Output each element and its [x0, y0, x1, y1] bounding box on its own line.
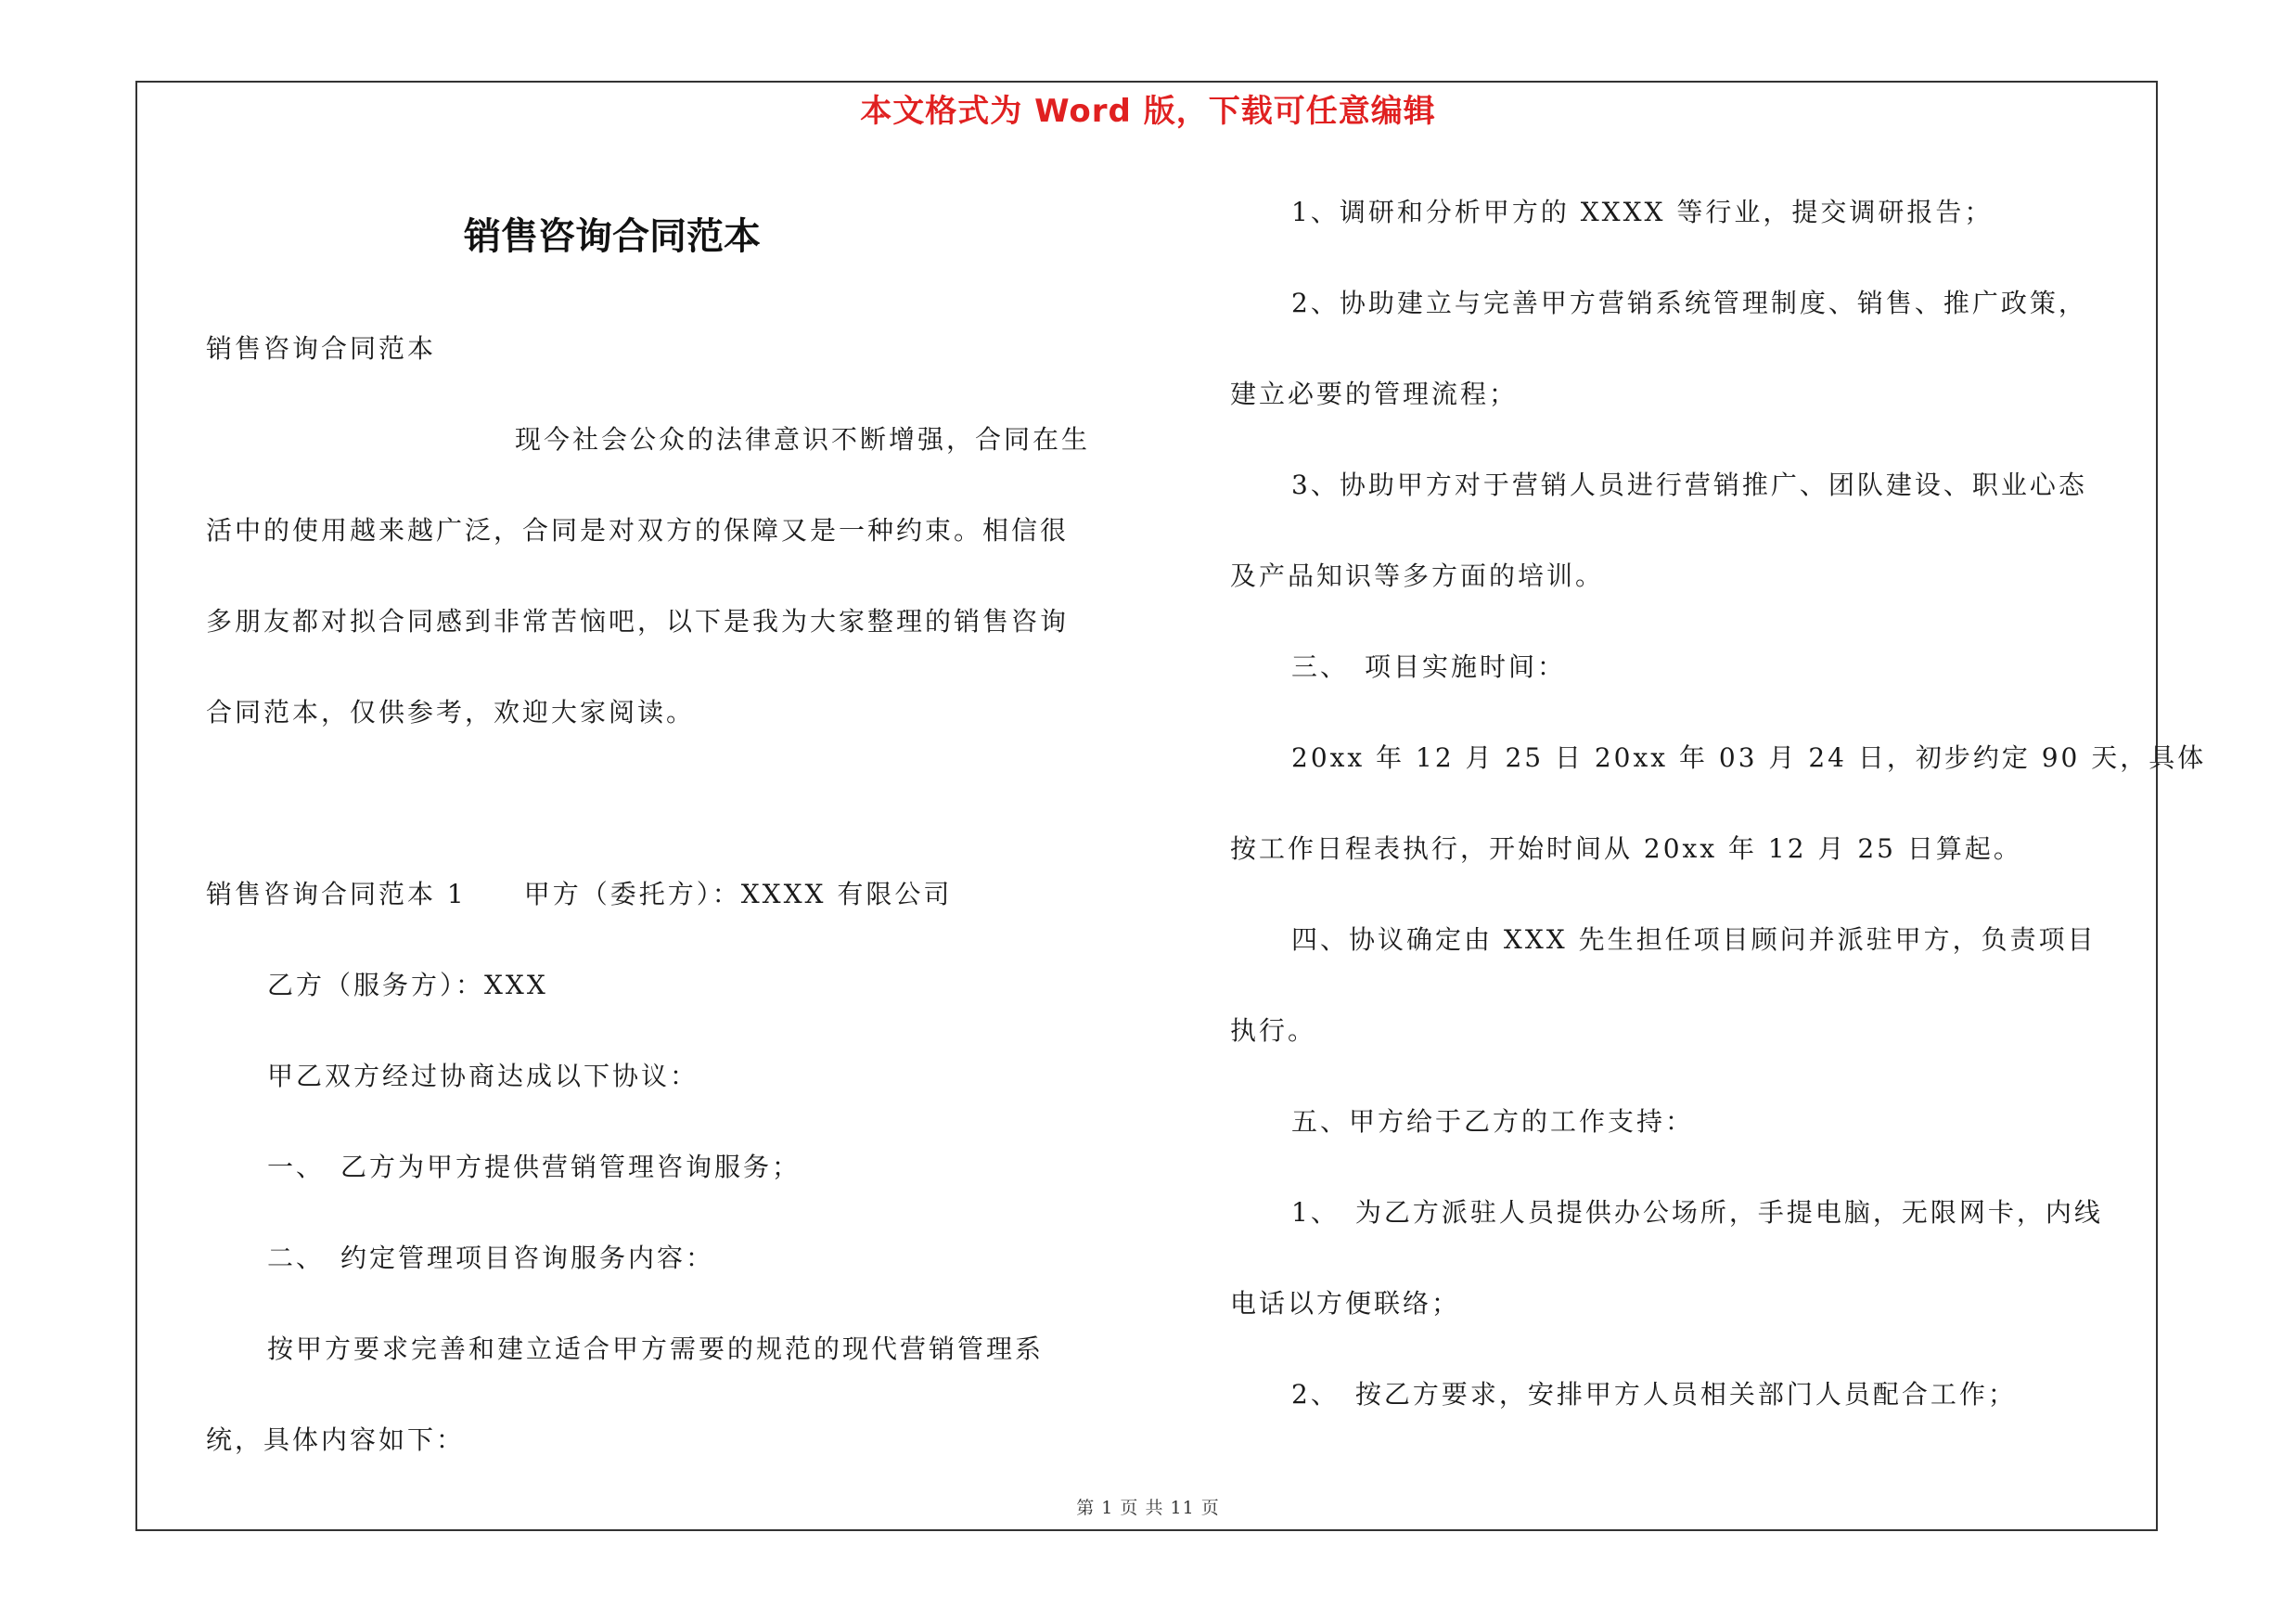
paragraph-line: 合同范本，仅供参考，欢迎大家阅读。 [206, 697, 696, 728]
blank-line [206, 758, 1134, 849]
paragraph-line: 电话以方便联络； [1230, 1288, 1461, 1319]
agreement-intro-line: 甲乙双方经过协商达成以下协议： [267, 1061, 699, 1091]
clause-line: 1、调研和分析甲方的 XXXX 等行业，提交调研报告； [1291, 197, 1994, 227]
subtitle-line: 销售咨询合同范本 [206, 333, 437, 364]
clause-line: 1、 为乙方派驻人员提供办公场所，手提电脑，无限网卡，内线 [1291, 1197, 2103, 1228]
paragraph-line: 按甲方要求完善和建立适合甲方需要的规范的现代营销管理系 [267, 1333, 1045, 1364]
page-number-footer: 第 1 页 共 11 页 [1076, 1498, 1220, 1518]
word-format-banner: 本文格式为 Word 版，下载可任意编辑 [860, 93, 1436, 130]
paragraph-line: 活中的使用越来越广泛，合同是对双方的保障又是一种约束。相信很 [206, 515, 1070, 546]
clause-line: 二、 约定管理项目咨询服务内容： [267, 1243, 715, 1273]
contract-party-a-line: 销售咨询合同范本 1 甲方（委托方）：XXXX 有限公司 [206, 879, 953, 909]
paragraph-line: 20xx 年 12 月 25 日 20xx 年 03 月 24 日，初步约定 90 天，具体 [1291, 742, 2207, 773]
clause-line: 一、 乙方为甲方提供营销管理咨询服务； [267, 1152, 802, 1182]
right-column [1230, 167, 2207, 1440]
document-title: 销售咨询合同范本 [464, 215, 761, 258]
clause-line: 三、 项目实施时间： [1291, 651, 1567, 682]
paragraph-line: 建立必要的管理流程； [1230, 379, 1519, 409]
clause-line: 四、协议确定由 XXX 先生担任项目顾问并派驻甲方，负责项目 [1291, 924, 2097, 955]
paragraph-line: 现今社会公众的法律意识不断增强，合同在生 [515, 424, 1091, 455]
clause-line: 2、 按乙方要求，安排甲方人员相关部门人员配合工作； [1291, 1379, 2017, 1410]
clause-line: 2、协助建立与完善甲方营销系统管理制度、销售、推广政策， [1291, 288, 2087, 318]
clause-line: 五、甲方给于乙方的工作支持： [1291, 1106, 1695, 1137]
paragraph-line: 执行。 [1230, 1015, 1317, 1046]
left-column [206, 303, 1134, 1486]
paragraph-line: 及产品知识等多方面的培训。 [1230, 560, 1605, 591]
contract-party-b-line: 乙方（服务方）：XXX [267, 970, 548, 1000]
paragraph-line: 统，具体内容如下： [206, 1424, 466, 1455]
clause-line: 3、协助甲方对于营销人员进行营销推广、团队建设、职业心态 [1291, 470, 2087, 500]
paragraph-line: 多朋友都对拟合同感到非常苦恼吧，以下是我为大家整理的销售咨询 [206, 606, 1070, 637]
paragraph-line: 按工作日程表执行，开始时间从 20xx 年 12 月 25 日算起。 [1230, 833, 2022, 864]
